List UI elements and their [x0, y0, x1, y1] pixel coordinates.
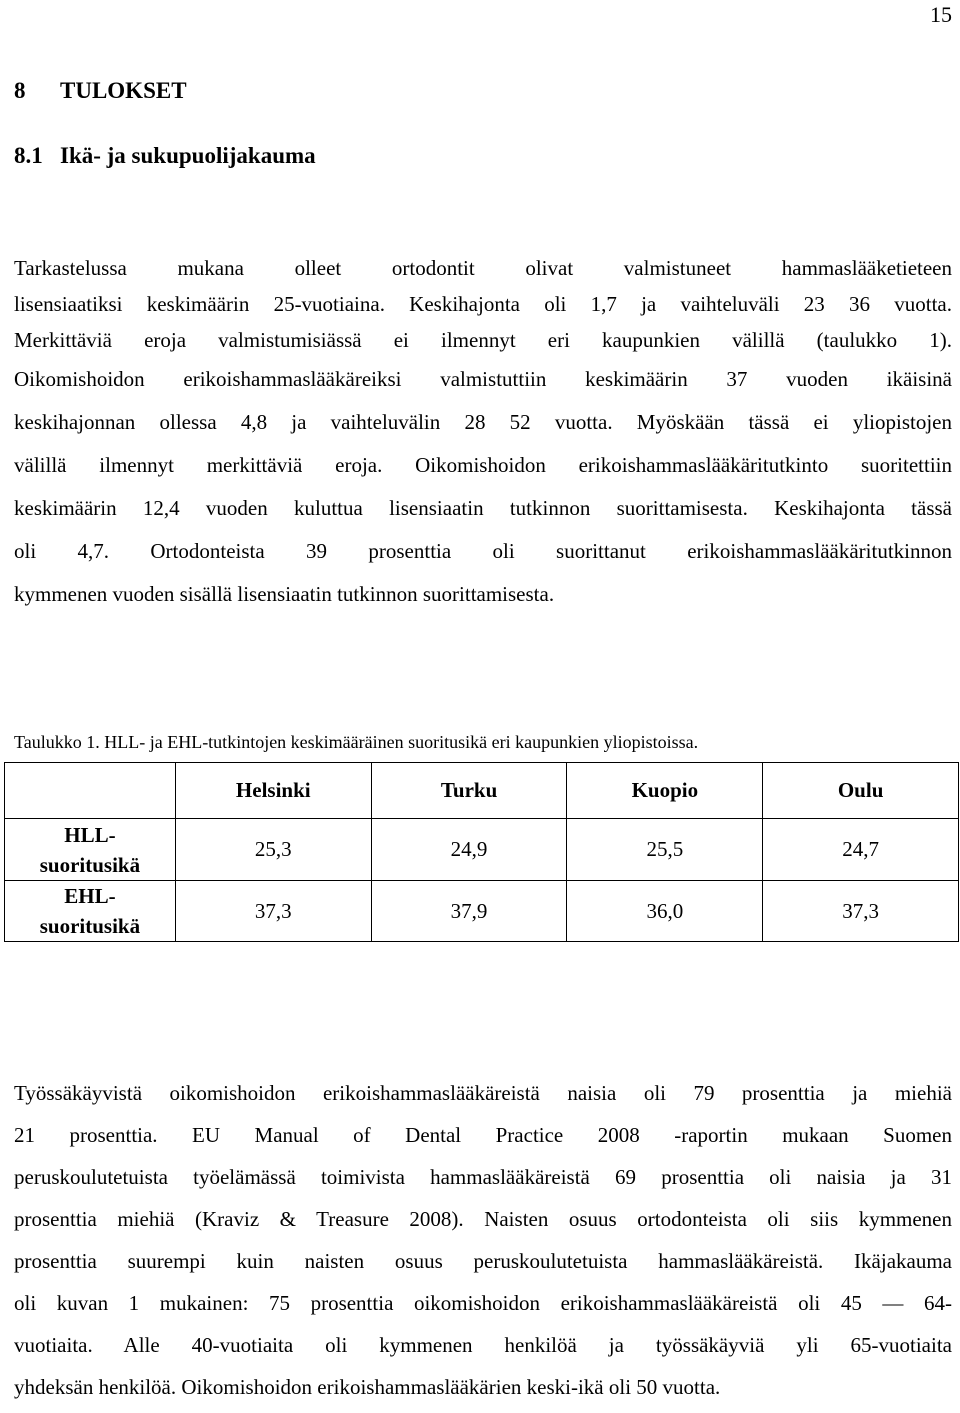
text-line: prosenttia suurempi kuin naisten osuus peruskoulutetuista hammaslääkäreistä. Ikäjakauma [14, 1249, 952, 1273]
text-line: keskihajonnan ollessa 4,8 ja vaihteluvälin 28 52 vuotta. Myöskään tässä ei yliopistojen [14, 410, 952, 434]
paragraph-gender-age-distribution [14, 1072, 952, 1408]
text-line: peruskoulutetuista työelämässä toimivista hammaslääkäreistä 69 prosenttia oli naisia ja 31 [14, 1165, 952, 1189]
paragraph-results-age [14, 250, 952, 616]
text-line: Merkittäviä eroja valmistumisiässä ei ilmennyt eri kaupunkien välillä (taulukko 1). [14, 328, 952, 352]
section-title: TULOKSET [60, 78, 187, 103]
table-cell: 37,9 [371, 881, 567, 942]
table-header-row [5, 763, 959, 819]
text-line: kymmenen vuoden sisällä lisensiaatin tutkinnon suorittamisesta. [14, 582, 555, 606]
section-heading [14, 78, 187, 104]
table-cell: 36,0 [567, 881, 763, 942]
row-header-hll [5, 819, 176, 881]
table-row [5, 819, 959, 881]
text-line: välillä ilmennyt merkittäviä eroja. Oikomishoidon erikoishammaslääkäritutkinto suoritettiin [14, 453, 952, 477]
text-line: vuotiaita. Alle 40-vuotiaita oli kymmenen henkilöä ja työssäkäyviä yli 65-vuotiaita [14, 1333, 952, 1357]
table-cell: 25,3 [175, 819, 371, 881]
text-line: oli 4,7. Ortodonteista 39 prosenttia oli suorittanut erikoishammaslääkäritutkinnon [14, 539, 952, 563]
row-header-line: suoritusikä [39, 914, 141, 938]
column-header-kuopio: Kuopio [567, 763, 763, 819]
text-line: Oikomishoidon erikoishammaslääkäreiksi valmistuttiin keskimäärin 37 vuoden ikäisinä [14, 367, 952, 391]
table-cell: 24,9 [371, 819, 567, 881]
text-line: Tarkastelussa mukana olleet ortodontit olivat valmistuneet hammaslääketieteen [14, 256, 952, 280]
text-line: Työssäkäyvistä oikomishoidon erikoishammaslääkäreistä naisia oli 79 prosenttia ja miehiä [14, 1081, 952, 1105]
text-line: oli kuvan 1 mukainen: 75 prosenttia oikomishoidon erikoishammaslääkäreistä oli 45 — 64- [14, 1291, 952, 1315]
table-row [5, 881, 959, 942]
table-corner-cell [5, 763, 176, 819]
column-header-helsinki: Helsinki [175, 763, 371, 819]
section-number: 8 [14, 78, 26, 103]
table-cell: 25,5 [567, 819, 763, 881]
text-line: keskimäärin 12,4 vuoden kuluttua lisensiaatin tutkinnon suorittamisesta. Keskihajonta tässä [14, 496, 952, 520]
results-table [4, 762, 959, 942]
table-cell: 37,3 [175, 881, 371, 942]
row-header-line: EHL- [64, 884, 116, 908]
text-line: yhdeksän henkilöä. Oikomishoidon erikoishammaslääkärien keski-ikä oli 50 vuotta. [14, 1375, 721, 1399]
row-header-line: suoritusikä [39, 852, 141, 877]
column-header-oulu: Oulu [763, 763, 959, 819]
row-header-line: HLL- [64, 822, 116, 847]
page-number: 15 [930, 2, 952, 27]
subsection-title: Ikä- ja sukupuolijakauma [60, 143, 316, 168]
row-header-ehl [5, 881, 176, 942]
subsection-number: 8.1 [14, 143, 43, 168]
subsection-heading [14, 143, 316, 169]
column-header-turku: Turku [371, 763, 567, 819]
text-line: 21 prosenttia. EU Manual of Dental Practice 2008 -raportin mukaan Suomen [14, 1123, 952, 1147]
table-cell: 24,7 [763, 819, 959, 881]
table-cell: 37,3 [763, 881, 959, 942]
text-line: prosenttia miehiä (Kraviz & Treasure 2008). Naisten osuus ortodonteista oli siis kymmenen [14, 1207, 952, 1231]
table-caption: Taulukko 1. HLL- ja EHL-tutkintojen keskimääräinen suoritusikä eri kaupunkien yliopistoissa. [14, 732, 699, 752]
text-line: lisensiaatiksi keskimäärin 25-vuotiaina. Keskihajonta oli 1,7 ja vaihteluväli 23 36 vuotta. [14, 292, 952, 316]
